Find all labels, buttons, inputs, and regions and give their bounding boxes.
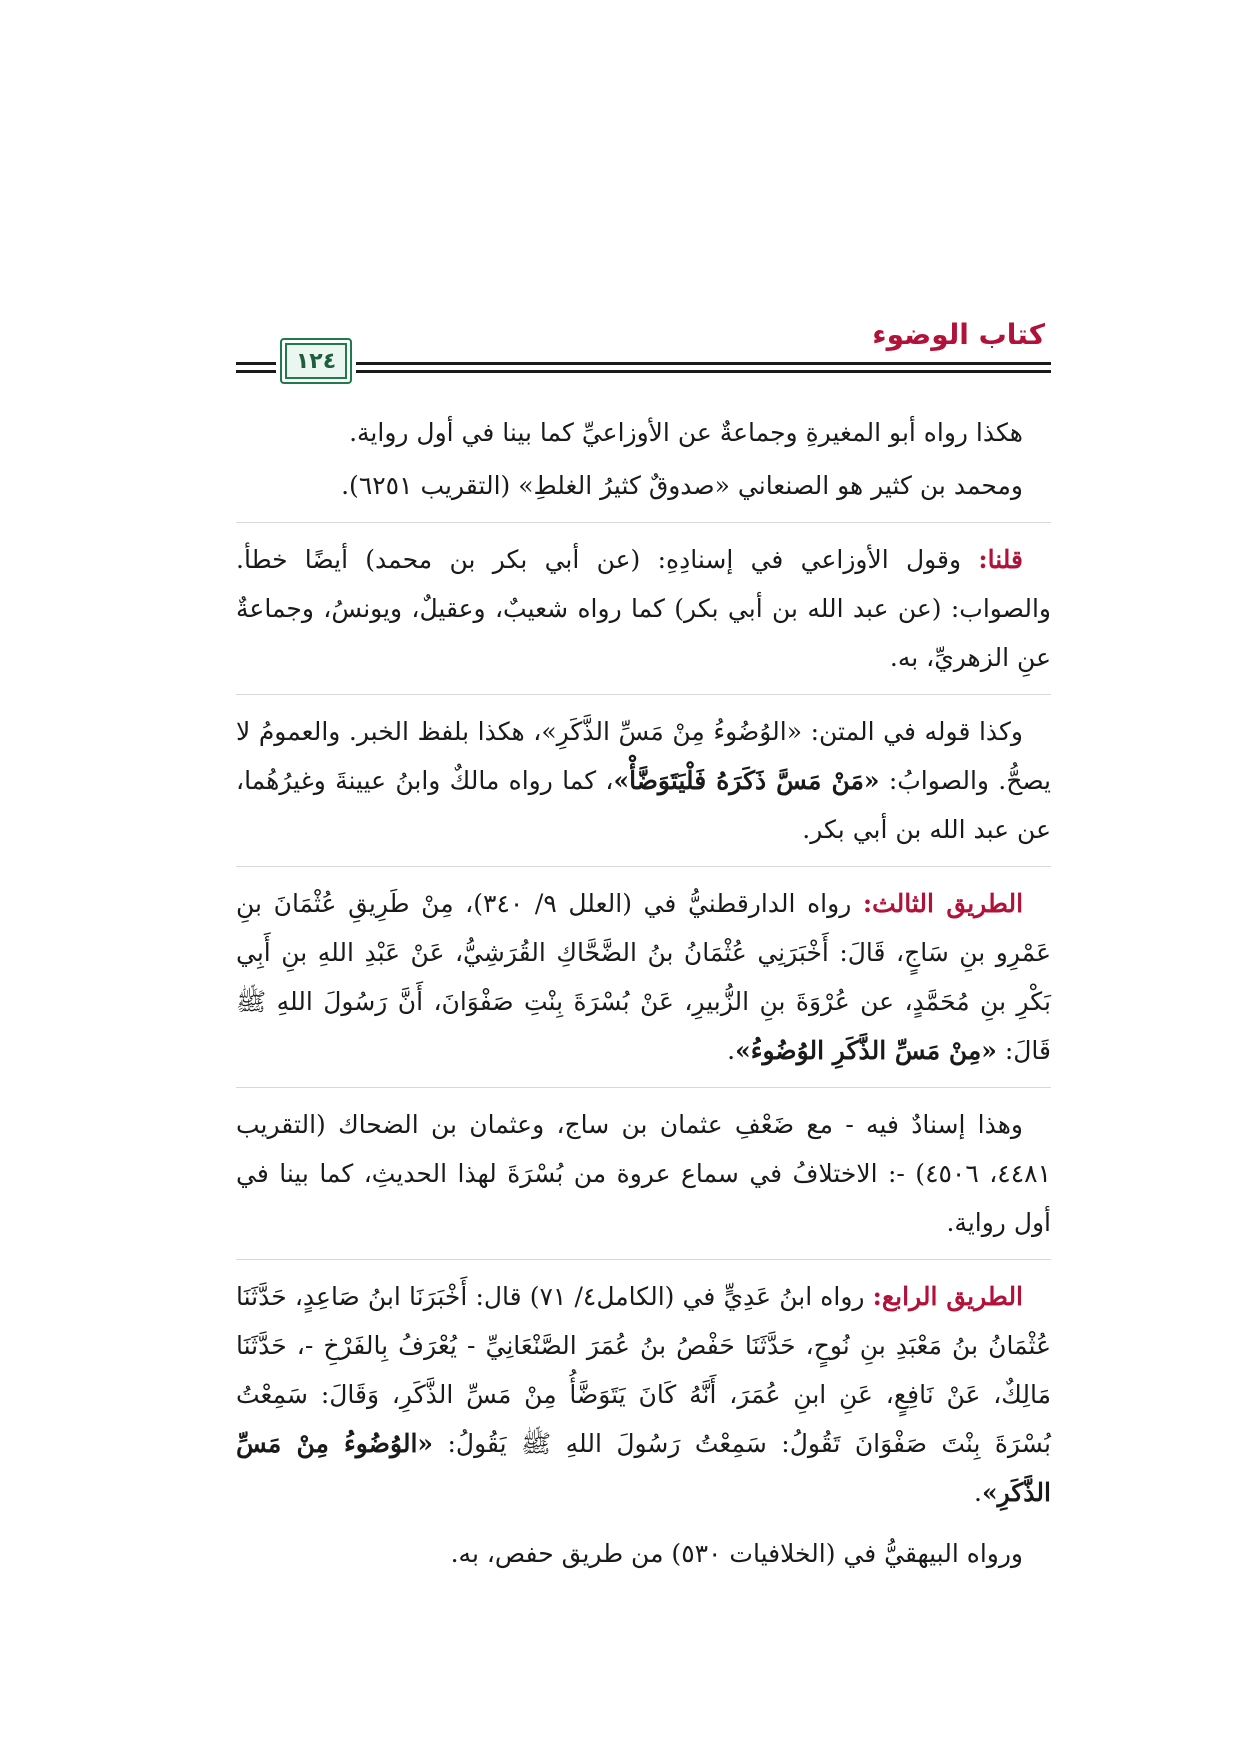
hadith-quote: «مَنْ مَسَّ ذَكَرَهُ فَلْيَتَوَضَّأْ» xyxy=(613,766,880,795)
section-divider xyxy=(236,1259,1051,1260)
paragraph-text: هكذا رواه أبو المغيرةِ وجماعةٌ عن الأوزاعيِّ كما بينا في أول رواية. xyxy=(349,418,1023,447)
paragraph-label: قلنا: xyxy=(978,545,1023,574)
header-rule xyxy=(236,370,276,373)
page-body xyxy=(236,408,1051,1590)
header-rule xyxy=(356,362,1051,365)
paragraph-text: . xyxy=(974,1478,982,1507)
paragraph-text: رواه الدارقطنيُّ في (العلل ٩/ ٣٤٠)، مِنْ طَرِيقِ عُثْمَانَ بنِ عَمْرِو بنِ سَاجٍ، قَالَ: أَخْبَرَنِي عُثْمَانُ بنُ الضَّحَّاكِ القُرَشِيُّ، عَنْ عَبْدِ اللهِ بنِ أَبِي بَكْرِ بنِ مُحَمَّدٍ، عن عُرْوَةَ بنِ الزُّبيرِ، عَنْ بُسْرَةَ بِنْتِ صَفْوَانَ، أَنَّ رَسُولَ اللهِ ﷺ قَالَ: xyxy=(236,889,1051,1065)
paragraph xyxy=(236,461,1051,510)
paragraph xyxy=(236,1529,1051,1578)
paragraph-text: وقول الأوزاعي في إسنادِهِ: (عن أبي بكر بن محمد) أيضًا خطأ. والصواب: (عن عبد الله بن أبي بكر) كما رواه شعيبٌ، وعقيلٌ، ويونسُ، وجماعةٌ عنِ الزهريِّ، به. xyxy=(236,545,1051,672)
paragraph-text: . xyxy=(727,1036,736,1065)
paragraph-text: وكذا قوله في المتن: «الوُضُوءُ مِنْ مَسِّ الذَّكَرِ»، هكذا بلفظ الخبر. والعمومُ لا يصحُّ. والصوابُ: xyxy=(236,717,1051,795)
header-rule xyxy=(236,362,276,365)
paragraph xyxy=(236,535,1051,682)
hadith-quote: «الوُضُوءُ مِنْ مَسِّ الذَّكَرِ» xyxy=(236,1429,1051,1507)
page-number: ١٢٤ xyxy=(295,348,337,374)
hadith-quote: «مِنْ مَسِّ الذَّكَرِ الوُضُوءُ» xyxy=(735,1036,997,1065)
paragraph-text: رواه ابنُ عَدِيٍّ في (الكامل٤/ ٧١) قال: أَخْبَرَنَا ابنُ صَاعِدٍ، حَدَّثَنَا عُثْمَانُ بنُ مَعْبَدِ بنِ نُوحٍ، حَدَّثَنَا حَفْصُ بنُ عُمَرَ الصَّنْعَانِيِّ - يُعْرَفُ بِالفَرْخِ -، حَدَّثَنَا مَالِكٌ، عَنْ نَافِعٍ، عَنِ ابنِ عُمَرَ، أَنَّهُ كَانَ يَتَوَضَّأُ مِنْ مَسِّ الذَّكَرِ، وَقَالَ: سَمِعْتُ بُسْرَةَ بِنْتَ صَفْوَانَ تَقُولُ: سَمِعْتُ رَسُولَ اللهِ ﷺ يَقُولُ: xyxy=(236,1282,1051,1458)
section-divider xyxy=(236,694,1051,695)
header-rule xyxy=(356,370,1051,373)
page-header xyxy=(236,318,1051,388)
paragraph xyxy=(236,408,1051,457)
paragraph-text: ، كما رواه مالكٌ وابنُ عيينةَ وغيرُهُما، عن عبد الله بن أبي بكر. xyxy=(236,766,1051,844)
page-number-badge xyxy=(280,338,352,384)
paragraph-text: ومحمد بن كثير هو الصنعاني «صدوقٌ كثيرُ الغلطِ» (التقريب ٦٢٥١). xyxy=(341,471,1023,500)
paragraph-text: ورواه البيهقيُّ في (الخلافيات ٥٣٠) من طريق حفص، به. xyxy=(450,1539,1023,1568)
section-divider xyxy=(236,1087,1051,1088)
paragraph xyxy=(236,1272,1051,1517)
section-divider xyxy=(236,522,1051,523)
section-divider xyxy=(236,866,1051,867)
paragraph xyxy=(236,879,1051,1075)
paragraph xyxy=(236,1100,1051,1247)
paragraph xyxy=(236,707,1051,854)
running-head: كتاب الوضوء xyxy=(872,318,1045,351)
paragraph-text: وهذا إسنادٌ فيه - مع ضَعْفِ عثمان بن ساج، وعثمان بن الضحاك (التقريب ٤٤٨١، ٤٥٠٦) -: الاختلافُ في سماع عروة من بُسْرَةَ لهذا الحديثِ، كما بينا في أول رواية. xyxy=(236,1110,1052,1237)
paragraph-label: الطريق الثالث: xyxy=(862,889,1024,918)
paragraph-label: الطريق الرابع: xyxy=(872,1282,1024,1311)
